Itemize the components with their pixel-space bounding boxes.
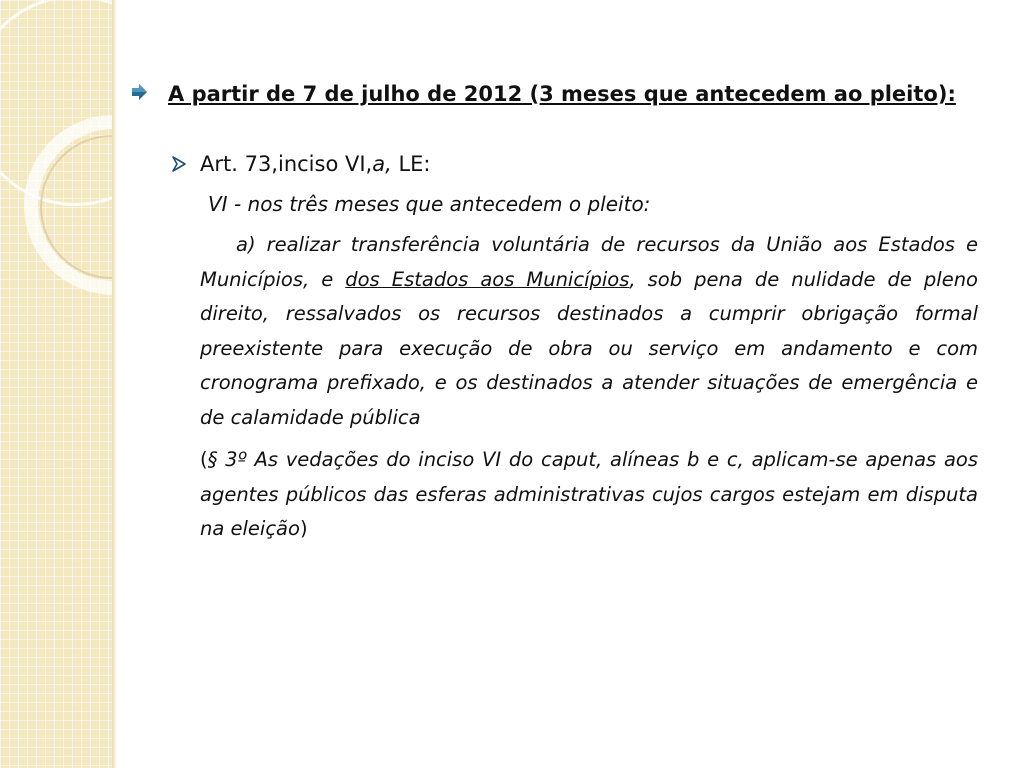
slide-content — [130, 78, 980, 547]
note-open-paren: ( — [200, 448, 208, 471]
decorative-side-panel — [0, 0, 112, 768]
article-suffix: LE: — [391, 152, 431, 176]
article-line — [170, 148, 980, 180]
paragraph-a-part2: , sob pena de nulidade de pleno direito, ressalvados os recursos destinados a cumprir obrigação formal preexistente para execução de obra ou serviço em andamento e com cronograma prefixado, e os destinados a atender situações de emergência e de calamidade pública — [200, 267, 978, 429]
note-paragraph — [200, 443, 978, 547]
paragraph-a — [200, 228, 978, 435]
article-prefix: Art. 73,inciso VI, — [200, 152, 373, 176]
paragraph-a-part1: a) realizar transferência voluntária de recursos da União aos Estados e Municípios, e — [200, 233, 978, 291]
note-close-paren: ) — [299, 517, 308, 540]
item-vi: VI - nos três meses que antecedem o pleito: — [208, 192, 651, 216]
note-text: § 3º As vedações do inciso VI do caput, alíneas b e c, aplicam-se apenas aos agentes públicos das esferas administrativas cujos cargos estejam em disputa na eleição — [200, 448, 978, 540]
chevron-right-icon — [170, 155, 188, 173]
article-letter: a, — [372, 152, 392, 176]
arrow-right-icon — [130, 82, 148, 102]
paragraph-a-underlined: dos Estados aos Municípios — [345, 267, 630, 291]
slide-heading: A partir de 7 de julho de 2012 (3 meses que antecedem ao pleito): — [168, 82, 956, 106]
side-panel-edge — [112, 0, 117, 768]
heading-row — [130, 78, 980, 110]
